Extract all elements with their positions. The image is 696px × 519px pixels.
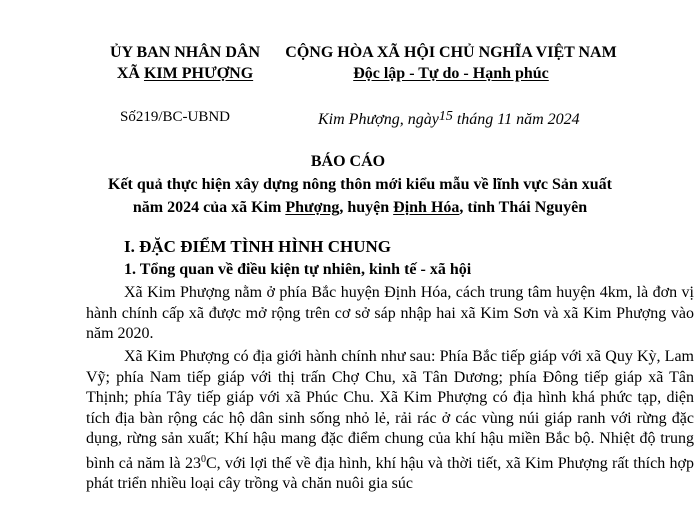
report-subtitle-line2 bbox=[60, 199, 660, 217]
subtitle-part-c: , huyện bbox=[339, 199, 394, 216]
document-number: Số219/BC-UBND bbox=[120, 109, 231, 125]
subtitle-part-e: , tỉnh Thái Nguyên bbox=[459, 199, 588, 216]
agency-name: ỦY BAN NHÂN DÂN bbox=[109, 44, 261, 61]
commune-prefix: XÃ bbox=[116, 65, 144, 82]
subtitle-part-d: Định Hóa bbox=[393, 199, 460, 216]
paragraph-overview bbox=[86, 283, 694, 345]
subtitle-part-a: năm 2024 của xã Kim bbox=[132, 199, 286, 216]
report-subtitle-line1: Kết quả thực hiện xây dựng nông thôn mới kiểu mẫu về lĩnh vực Sản xuất bbox=[108, 176, 612, 193]
place-date-suffix: tháng 11 năm 2024 bbox=[452, 111, 580, 128]
paragraph-geography bbox=[86, 347, 694, 495]
paragraph-overview-text: Xã Kim Phượng nằm ở phía Bắc huyện Định Hóa, cách trung tâm huyện 4km, là đơn vị hành chính cấp xã được mở rộng trên cơ sở sáp nhập hai xã Kim Sơn và xã Kim Phượng vào năm 2020. bbox=[86, 284, 694, 342]
commune-name bbox=[95, 65, 275, 83]
national-title: CỘNG HÒA XÃ HỘI CHỦ NGHĨA VIỆT NAM bbox=[285, 44, 617, 61]
subtitle-part-b: Phượng bbox=[285, 199, 340, 216]
subsection-heading: 1. Tổng quan về điều kiện tự nhiên, kinh tế - xã hội bbox=[124, 261, 472, 278]
motto-text: Độc lập - Tự do - Hạnh phúc bbox=[353, 65, 549, 82]
commune-name-underlined: KIM PHƯỢNG bbox=[143, 65, 254, 82]
place-date bbox=[318, 109, 580, 129]
paragraph-geography-text-a: Xã Kim Phượng có địa giới hành chính như sau: Phía Bắc tiếp giáp với xã Quy Kỳ, Lam Vỹ; phía Nam tiếp giáp với thị trấn Chợ Chu, xã Tân Dương; phía Đông tiếp giáp xã Tân Thịnh; phía Tây tiếp giáp với xã Phúc Chu. Xã Kim Phượng có địa hình khá phức tạp, diện tích địa bàn rộng các hộ dân sinh sống nhỏ lẻ, rải rác ở các vùng núi giáp ranh với rừng đặc dụng, rừng sản xuất; Khí hậu mang đặc điểm chung của khí hậu miền Bắc bộ. Nhiệt độ trung bình cả năm là 23 bbox=[86, 348, 694, 472]
degree-mark: 0 bbox=[200, 453, 206, 465]
report-title: BÁO CÁO bbox=[310, 153, 386, 170]
place-date-prefix: Kim Phượng, ngày bbox=[318, 111, 439, 128]
section-heading: I. ĐẶC ĐIỂM TÌNH HÌNH CHUNG bbox=[124, 237, 391, 256]
paragraph-geography-text-b: C, với lợi thế về địa hình, khí hậu và thời tiết, xã Kim Phượng rất thích hợp phát triển nhiều loại cây trồng và chăn nuôi gia súc bbox=[86, 454, 694, 492]
place-date-day: 15 bbox=[438, 109, 453, 124]
national-motto bbox=[276, 65, 626, 83]
